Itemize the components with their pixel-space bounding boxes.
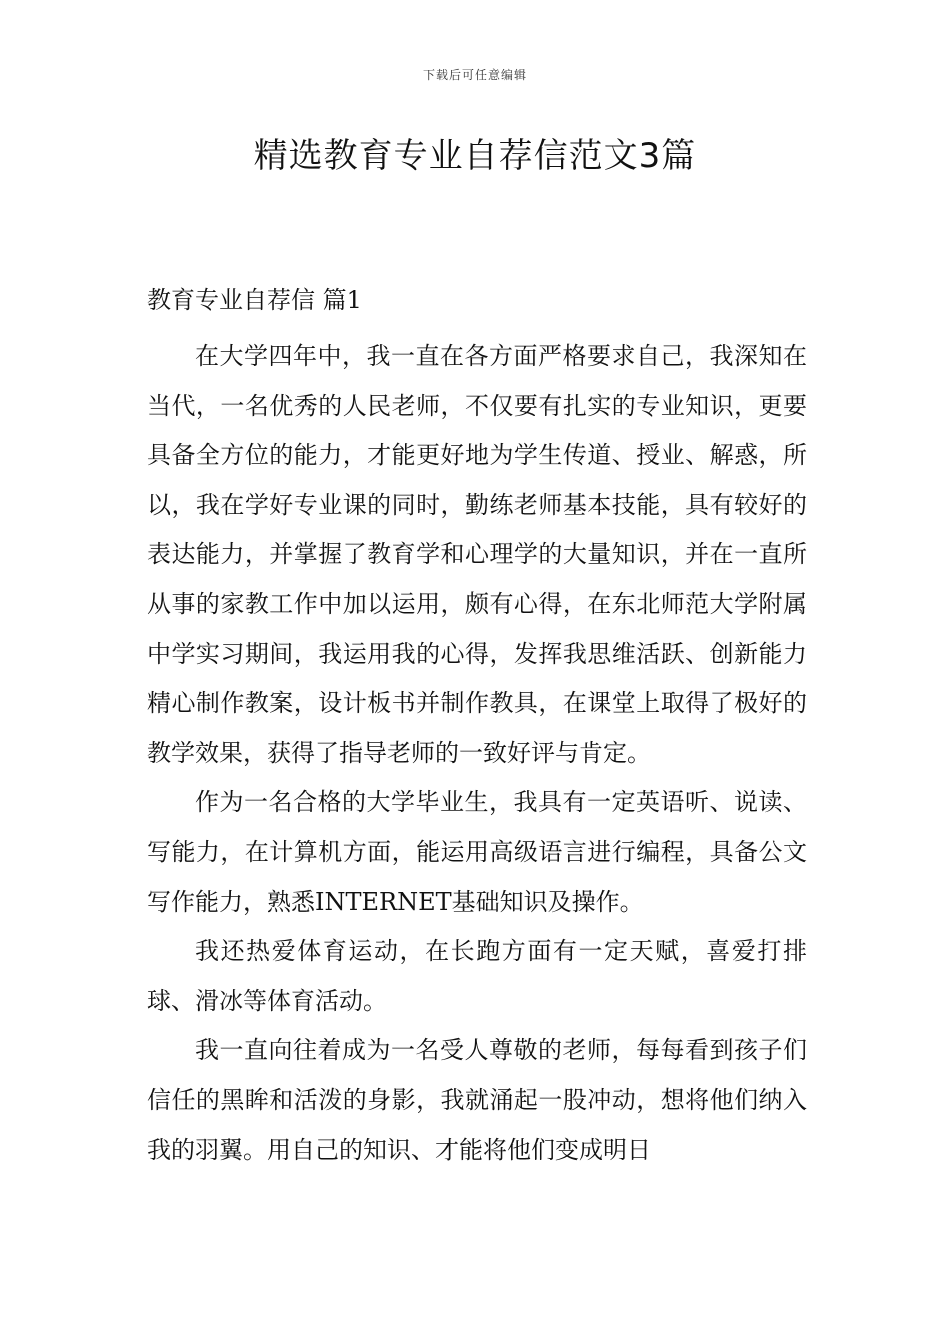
- paragraph-4: 我一直向往着成为一名受人尊敬的老师，每每看到孩子们信任的黑眸和活泼的身影，我就涌起一股冲动，想将他们纳入我的羽翼。用自己的知识、才能将他们变成明日: [147, 1036, 807, 1164]
- paragraph-1: 在大学四年中，我一直在各方面严格要求自己，我深知在当代，一名优秀的人民老师，不仅要有扎实的专业知识，更要具备全方位的能力，才能更好地为学生传道、授业、解惑，所以，我在学好专业课的同时，勤练老师基本技能，具有较好的表达能力，并掌握了教育学和心理学的大量知识，并在一直所从事的家教工作中加以运用，颇有心得，在东北师范大学附属中学实习期间，我运用我的心得，发挥我思维活跃、创新能力精心制作教案，设计板书并制作教具，在课堂上取得了极好的教学效果，获得了指导老师的一致好评与肯定。: [147, 342, 807, 767]
- paragraph-3: 我还热爱体育运动，在长跑方面有一定天赋，喜爱打排球、滑冰等体育活动。: [147, 937, 807, 1015]
- paragraph-2: 作为一名合格的大学毕业生，我具有一定英语听、说读、写能力，在计算机方面，能运用高级语言进行编程，具备公文写作能力，熟悉INTERNET基础知识及操作。: [147, 788, 807, 916]
- section-heading: 教育专业自荐信 篇1: [147, 286, 362, 314]
- document-title: 精选教育专业自荐信范文3篇: [253, 136, 697, 176]
- document-body: [147, 282, 807, 1175]
- header-note: 下载后可任意编辑: [422, 68, 527, 82]
